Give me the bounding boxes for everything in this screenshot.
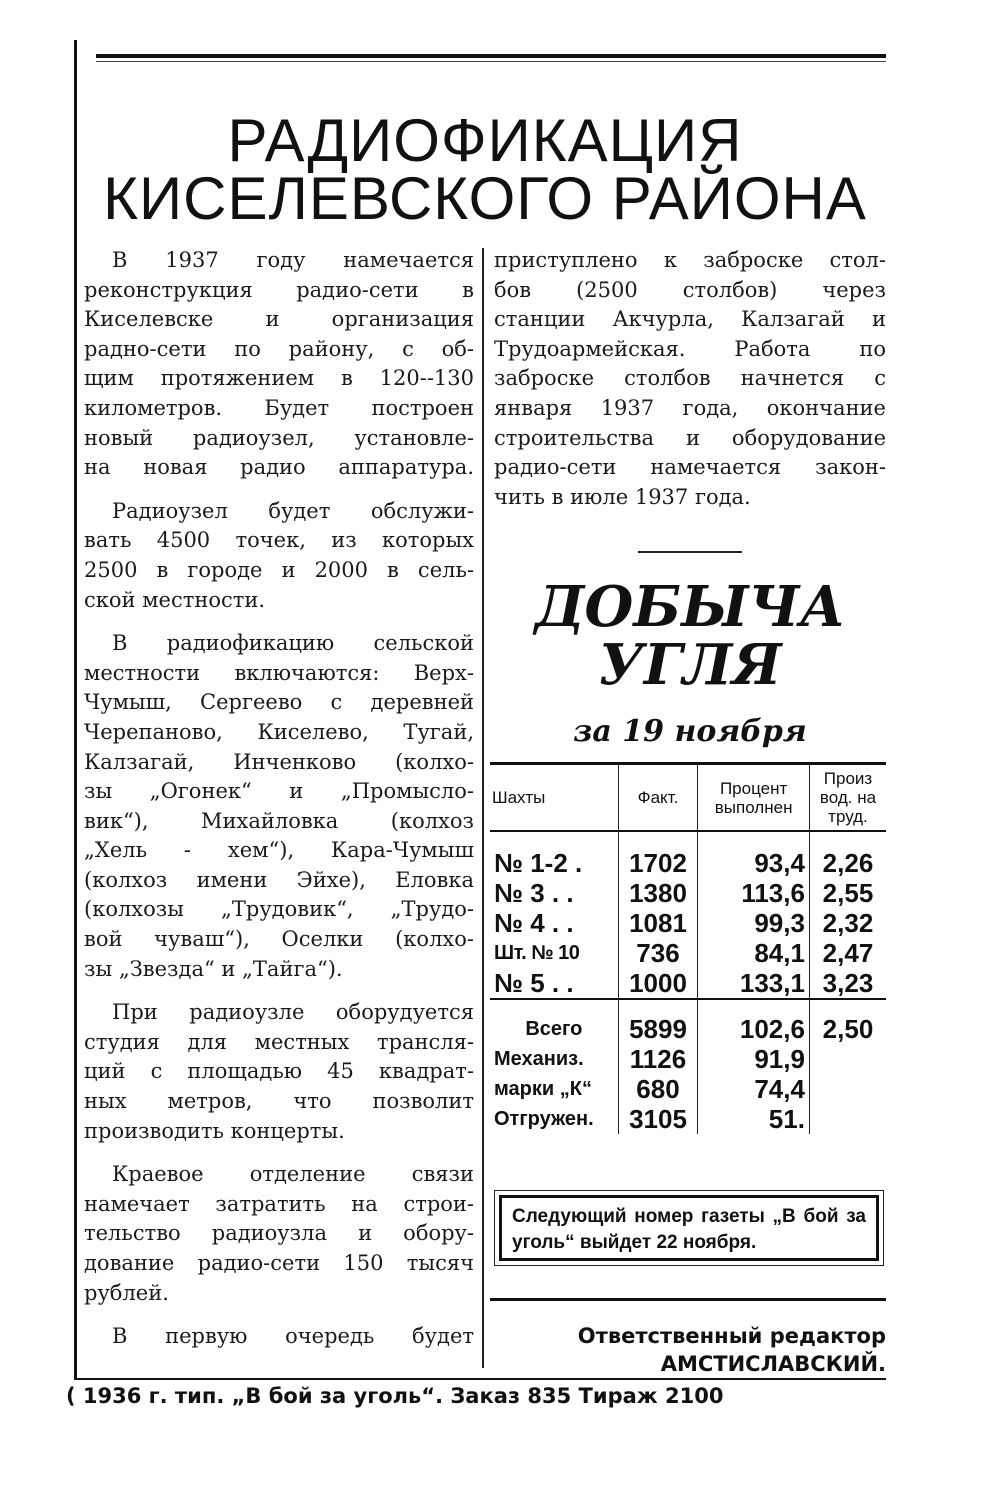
text-line: Черепаново, Киселево, Тугай, [84,719,474,744]
header-productivity [809,764,886,832]
text-line: тельство радиоузла и обору- [84,1221,474,1246]
paragraph [84,497,474,615]
notice-box [494,1190,884,1266]
mine-percent: 93,4 [698,848,810,878]
text-line: Киселевске и организация [84,307,474,332]
text-line: зы „Огонек“ и „Промысло- [84,779,474,804]
mine-productivity: 2,47 [822,938,874,968]
header-fact: Факт. [618,764,698,832]
text-line: дование радио-сети 150 тысяч [84,1251,474,1275]
imprint-footer: ( 1936 г. тип. „В бой за уголь“. Заказ 835 Тираж 2100 [66,1384,724,1408]
mine-name: № 5 . . [490,968,618,999]
text-line: В радиофикацию сельской [112,631,474,656]
top-rule-thin [96,61,886,62]
text-line: Калзагай, Инченково (колхо- [84,749,474,774]
mine-fact: 736 [618,938,698,968]
text-line: Чумыш, Сергеево с деревней [84,690,474,715]
spacer-row [490,831,886,848]
table-row [490,968,886,999]
total-percent: 51. [698,1104,810,1134]
header-percent-line-1: Процент [719,778,788,798]
bottom-rule [74,1378,886,1380]
text-line: местности включаются: Верх- [84,660,474,685]
text-line: рублей. [84,1280,169,1305]
text-line: Краевое отделение связи [112,1162,474,1187]
table-header-row [490,764,886,832]
totals-row [490,1104,886,1134]
text-line: радио-сети намечается закон- [494,455,886,480]
text-line: километров. Будет построен [84,395,474,420]
separator-row [490,999,886,1014]
mine-name: № 1-2 . [490,848,618,878]
mine-name: Шт. № 10 [490,938,618,968]
mine-percent: 84,1 [698,938,810,968]
table-row [490,908,886,938]
mine-productivity: 2,32 [822,908,874,938]
totals-row [490,1044,886,1074]
text-line: вик“), Михайловка (колхоз [84,808,474,833]
total-percent: 102,6 [698,1014,810,1044]
total-productivity: 2,50 [822,1014,874,1044]
total-productivity [809,1104,886,1134]
text-line: При радиоузле оборудуется [112,1000,474,1025]
totals-row [490,1074,886,1104]
coal-title-line-2: УГЛЯ [598,632,782,698]
text-line: строительства и оборудование [494,425,886,450]
table-row [490,848,886,878]
header-percent-line-2: выполнен [714,797,793,817]
total-percent: 91,9 [698,1044,810,1074]
text-line: производить концерты. [84,1118,345,1143]
total-label: марки „К“ [490,1074,618,1104]
text-line: намечает затратить на строи- [84,1191,474,1216]
mine-percent: 99,3 [698,908,810,938]
text-line: „Хель - хем“), Кара-Чумыш [84,838,474,863]
text-line: станции Акчурла, Калзагай и [494,307,886,332]
text-line: (колхоз имени Эйхе), Еловка [84,867,474,892]
paragraph [84,998,474,1146]
paragraph [84,1322,474,1352]
header-percent [698,764,810,832]
editor-title: Ответственный редактор [577,1324,886,1348]
total-fact: 5899 [618,1014,698,1044]
left-border-rule [74,40,77,1380]
notice-text: Следующий номер газеты „В бой за уголь“ выйдет 22 ноября. [499,1195,879,1261]
text-line: ных метров, что позволит [84,1089,474,1114]
text-line: бов (2500 столбов) через [494,277,886,302]
paragraph [84,246,474,483]
mine-name: № 3 . . [490,878,618,908]
text-line: ской местности. [84,587,266,612]
article-title-line-1: РАДИОФИКАЦИЯ [227,107,743,174]
total-productivity [809,1074,886,1104]
total-productivity [809,1044,886,1074]
header-mines: Шахты [490,764,618,832]
text-line: вать 4500 точек, из которых [84,528,474,553]
total-label: Механиз. [490,1044,618,1074]
total-label: Отгружен. [490,1104,618,1134]
section-divider [638,551,742,553]
header-prod-line-3: труд. [828,807,868,826]
text-line: зы „Звезда“ и „Тайга“). [84,956,343,981]
mine-productivity: 2,55 [822,878,874,908]
text-line: В 1937 году намечается [112,248,474,272]
mine-fact: 1380 [618,878,698,908]
text-line: радно-сети по району, с об- [84,336,474,361]
editor-name: АМСТИСЛАВСКИЙ. [660,1352,886,1376]
mine-fact: 1000 [618,968,698,999]
text-line: 2500 в городе и 2000 в сель- [84,557,474,582]
table-row [490,938,886,968]
text-line: Радиоузел будет обслужи- [112,498,474,523]
article-left-column [84,246,474,1352]
text-line: января 1937 года, окончание [494,395,886,420]
column-divider [482,248,484,1368]
total-fact: 680 [618,1074,698,1104]
total-label: Всего [490,1014,618,1044]
text-line: заброске столбов начнется с [494,366,886,391]
header-prod-line-2: вод. на [819,788,877,807]
article-right-column [494,246,886,512]
article-title-line-2: КИСЕЛЕВСКОГО РАЙОНА [103,165,867,232]
header-prod-line-1: Произ [823,769,873,788]
text-line: на новая радио аппаратура. [84,455,474,480]
text-line: вой чуваш“), Оселки (колхо- [84,927,474,952]
total-percent: 74,4 [698,1074,810,1104]
text-line: чить в июле 1937 года. [494,484,751,509]
total-fact: 3105 [618,1104,698,1134]
table-row [490,878,886,908]
mine-fact: 1702 [618,848,698,878]
text-line: новый радиоузел, установле- [84,425,474,450]
top-rule [96,54,886,58]
editor-rule [490,1298,886,1301]
paragraph [84,629,474,984]
text-line: (колхозы „Трудовик“, „Трудо- [84,897,474,922]
text-line: щим протяжением в 120--130 [84,366,474,391]
coal-subtitle: за 19 ноября [573,714,807,749]
mine-percent: 133,1 [698,968,810,999]
text-line: ций с площадью 45 квадрат- [84,1059,474,1084]
text-line: В первую очередь будет [112,1324,474,1349]
text-line: реконструкция радио-сети в [84,277,474,302]
mine-productivity: 2,26 [822,848,874,878]
mine-fact: 1081 [618,908,698,938]
text-line: студия для местных трансля- [84,1029,474,1054]
mine-percent: 113,6 [698,878,810,908]
total-fact: 1126 [618,1044,698,1074]
coal-table [490,762,886,1134]
mine-name: № 4 . . [490,908,618,938]
totals-row [490,1014,886,1044]
mine-productivity: 3,23 [822,968,874,998]
text-line: приступлено к заброске стол- [494,248,886,272]
paragraph [84,1160,474,1308]
text-line: Трудоармейская. Работа по [494,336,886,361]
coal-title-line-1: ДОБЫЧА [534,574,846,640]
